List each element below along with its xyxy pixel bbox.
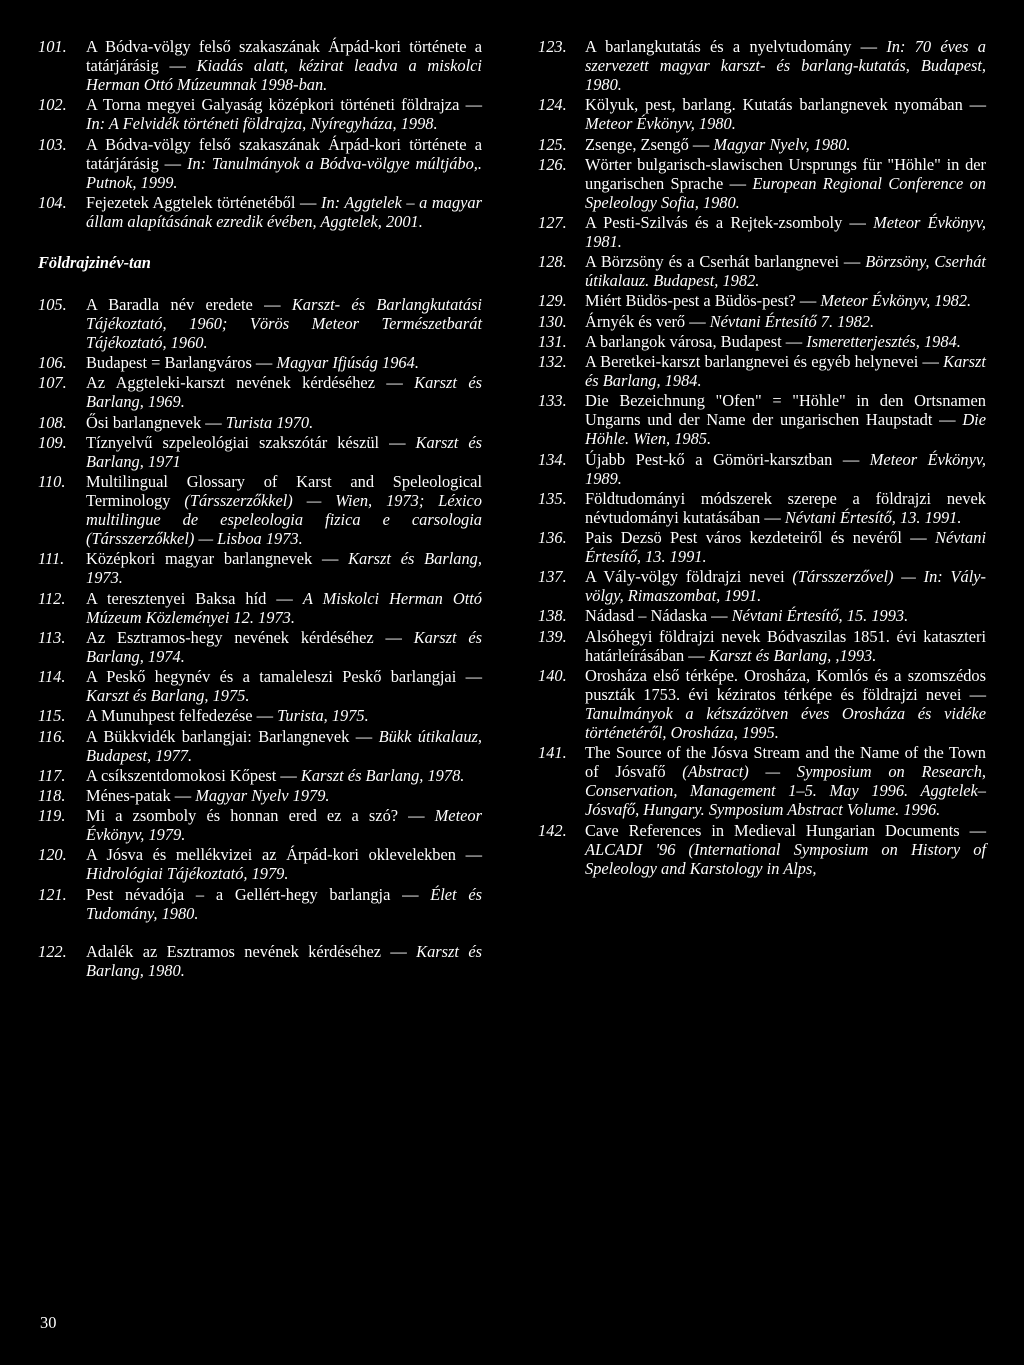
entry-number: 124. xyxy=(538,95,567,115)
entry-number: 137. xyxy=(538,567,567,587)
entry-text xyxy=(585,95,986,133)
entry-title: A Börzsöny és a Cserhát barlangnevei — xyxy=(585,252,866,272)
entry-title: Zsenge, Zsengő — xyxy=(585,134,714,154)
entry-source: Karszt és Barlang, 1984. xyxy=(585,352,986,391)
entry-number: 130. xyxy=(538,311,567,331)
entry-text xyxy=(86,295,482,352)
entry-source: In: A Felvidék történeti földrajza, Nyíregyháza, 1998. xyxy=(86,114,438,134)
entry-title: A Jósva és mellékvizei az Árpád-kori oklevelekben — xyxy=(86,845,482,865)
entry-number: 115. xyxy=(38,706,66,726)
bibliography-entry xyxy=(538,37,986,94)
bibliography-entry xyxy=(38,786,482,805)
entry-number: 106. xyxy=(38,353,67,373)
entry-text xyxy=(585,489,986,527)
entry-source: ALCADI '96 (International Symposium on History of Speleology and Karstology in Alps, xyxy=(585,839,986,878)
entry-number: 131. xyxy=(538,331,567,351)
entry-text xyxy=(86,353,482,372)
entry-title: A Beretkei-karszt barlangnevei és egyéb helynevei — xyxy=(585,352,944,372)
entry-text xyxy=(585,291,986,310)
entry-source: Karszt és Barlang, 1974. xyxy=(86,627,482,666)
entry-text xyxy=(86,193,482,231)
bibliography-entry xyxy=(538,312,986,331)
entry-source: Kiadás alatt, kézirat leadva a miskolci Herman Ottó Múzeumnak 1998-ban. xyxy=(86,56,482,95)
entry-title: A Bódva-völgy felső szakaszának Árpád-kori története a tatárjárásig — xyxy=(86,37,482,76)
entry-title: Miért Büdös-pest a Büdös-pest? — xyxy=(585,291,821,311)
entry-text xyxy=(86,845,482,883)
entry-text xyxy=(86,628,482,666)
entry-source: Névtani Értesítő, 13. 1991. xyxy=(585,528,986,567)
entry-number: 103. xyxy=(38,134,67,154)
entry-number: 139. xyxy=(538,626,567,646)
entry-title: Középkori magyar barlangnevek — xyxy=(86,549,349,569)
entry-text xyxy=(86,667,482,705)
left-entries-bottom xyxy=(38,942,482,980)
entry-text xyxy=(585,821,986,878)
entry-source: Karszt és Barlang, 1969. xyxy=(86,373,482,412)
entry-text xyxy=(86,885,482,923)
entry-source: Névtani Értesítő, 15. 1993. xyxy=(731,606,909,626)
bibliography-entry xyxy=(538,450,986,488)
entry-text xyxy=(585,627,986,665)
bibliography-entry xyxy=(538,135,986,154)
entry-source: Hidrológiai Tájékoztató, 1979. xyxy=(86,864,289,884)
entry-text xyxy=(585,606,986,625)
bibliography-entry xyxy=(38,373,482,411)
right-column xyxy=(538,37,986,879)
entry-source: Karszt és Barlang, 1971 xyxy=(86,432,482,471)
entry-number: 122. xyxy=(38,941,67,961)
entry-text xyxy=(585,135,986,154)
entry-title: Árnyék és verő — xyxy=(585,311,710,331)
entry-number: 107. xyxy=(38,373,67,393)
entry-title: Ősi barlangnevek — xyxy=(86,412,226,432)
entry-number: 128. xyxy=(538,252,567,272)
entry-text xyxy=(86,806,482,844)
entry-source: Turista 1970. xyxy=(225,412,314,432)
bibliography-entry xyxy=(38,135,482,192)
bibliography-entry xyxy=(538,252,986,290)
bibliography-entry xyxy=(538,213,986,251)
bibliography-entry xyxy=(38,628,482,666)
entry-number: 129. xyxy=(538,291,567,311)
entry-title: A Bódva-völgy felső szakaszának Árpád-kori története a tatárjárásig — xyxy=(86,134,482,173)
entry-number: 104. xyxy=(38,192,67,212)
bibliography-entry xyxy=(538,567,986,605)
entry-text xyxy=(585,213,986,251)
entry-source: Karszt és Barlang, 1978. xyxy=(300,765,465,785)
entry-text xyxy=(86,135,482,192)
entry-number: 112. xyxy=(38,588,66,608)
entry-title: Wörter bulgarisch-slawischen Ursprungs für "Höhle" in der ungarischen Sprache — xyxy=(585,154,986,193)
bibliography-entry xyxy=(538,352,986,390)
entry-title: Az Aggteleki-karszt nevének kérdéséhez — xyxy=(86,373,415,393)
entry-number: 142. xyxy=(538,820,567,840)
entry-number: 119. xyxy=(38,806,66,826)
entry-title: Az Esztramos-hegy nevének kérdéséhez — xyxy=(86,627,414,647)
bibliography-entry xyxy=(38,845,482,883)
entry-title: A Baradla név eredete — xyxy=(86,294,292,314)
entry-text xyxy=(585,528,986,566)
bibliography-entry xyxy=(38,295,482,352)
entry-title: The Source of the Jósva Stream and the Name of the Town of Jósvafő xyxy=(585,743,986,782)
bibliography-entry xyxy=(38,885,482,923)
bibliography-entry xyxy=(538,391,986,448)
entry-source: Karszt és Barlang, 1975. xyxy=(86,686,250,706)
bibliography-entry xyxy=(538,291,986,310)
entry-title: A barlangkutatás és a nyelvtudomány — xyxy=(585,37,887,56)
entry-title: A Bükkvidék barlangjai: Barlangnevek — xyxy=(86,726,379,746)
entry-text xyxy=(585,391,986,448)
entry-source: Meteor Évkönyv, 1989. xyxy=(585,449,987,488)
entry-number: 123. xyxy=(538,37,567,56)
bibliography-entry xyxy=(38,806,482,844)
entry-text xyxy=(585,666,986,742)
entry-source: Magyar Ifjúság 1964. xyxy=(276,353,419,373)
entry-source: Névtani Értesítő 7. 1982. xyxy=(709,311,875,331)
bibliography-entry xyxy=(38,95,482,133)
entry-text xyxy=(86,95,482,133)
entry-text xyxy=(585,450,986,488)
left-entries-main xyxy=(38,295,482,923)
entry-text xyxy=(585,155,986,212)
entry-text xyxy=(585,567,986,605)
entry-number: 134. xyxy=(538,449,567,469)
entry-number: 111. xyxy=(38,549,65,569)
entry-title: Pais Dezsö Pest város kezdeteiről és nevéről — xyxy=(585,528,936,547)
page-number: 30 xyxy=(40,1313,57,1332)
entry-text xyxy=(86,549,482,587)
entry-title: Nádasd – Nádaska — xyxy=(585,606,732,626)
entry-number: 116. xyxy=(38,726,66,746)
entry-source: (Társszerzővel) — In: Vály-völgy, Rimaszombat, 1991. xyxy=(585,567,987,606)
entry-title: Újabb Pest-kő a Gömöri-karsztban — xyxy=(585,449,870,469)
entry-title: Cave References in Medieval Hungarian Documents — xyxy=(585,820,986,840)
entry-source: Börzsöny, Cserhát útikalauz. Budapest, 1982. xyxy=(585,252,986,291)
bibliography-entry xyxy=(38,353,482,372)
entry-number: 127. xyxy=(538,212,567,232)
entry-text xyxy=(86,727,482,765)
entry-title: A Munuhpest felfedezése — xyxy=(86,706,278,726)
section-heading: Földrajzinév-tan xyxy=(38,252,151,272)
entry-number: 110. xyxy=(38,472,66,492)
entry-title: Kölyuk, pest, barlang. Kutatás barlangnevek nyomában — xyxy=(585,95,986,115)
entry-number: 125. xyxy=(538,134,567,154)
bibliography-entry xyxy=(38,942,482,980)
entry-title: A Torna megyei Galyaság középkori történeti földrajza — xyxy=(86,95,482,115)
entry-source: Magyar Nyelv 1979. xyxy=(195,785,330,805)
entry-title: A Pesti-Szilvás és a Rejtek-zsomboly — xyxy=(585,212,874,232)
bibliography-entry xyxy=(38,413,482,432)
entry-number: 102. xyxy=(38,95,67,115)
right-entries xyxy=(538,37,986,878)
entry-source: In: 70 éves a szervezett magyar karszt- és barlang-kutatás, Budapest, 1980. xyxy=(585,37,986,95)
bibliography-entry xyxy=(538,489,986,527)
entry-text xyxy=(86,37,482,94)
entry-title: Multilingual Glossary of Karst and Speleological Terminology xyxy=(86,472,482,511)
bibliography-entry xyxy=(38,766,482,785)
entry-title: A teresztenyei Baksa híd — xyxy=(86,588,303,608)
entry-source: Karszt és Barlang, ,1993. xyxy=(708,645,877,665)
entry-source: Meteor Évkönyv, 1980. xyxy=(585,114,736,134)
entry-source: Magyar Nyelv, 1980. xyxy=(713,134,851,154)
entry-number: 141. xyxy=(538,743,567,763)
bibliography-entry xyxy=(538,606,986,625)
entry-source: Meteor Évkönyv, 1982. xyxy=(820,291,972,311)
entry-title: Alsóhegyi földrajzi nevek Bódvaszilas 1851. évi kataszteri határleírásában — xyxy=(585,626,986,665)
entry-number: 118. xyxy=(38,785,66,805)
entry-text xyxy=(86,373,482,411)
entry-text xyxy=(585,252,986,290)
entry-source: Ismeretterjesztés, 1984. xyxy=(806,331,961,351)
entry-text xyxy=(86,472,482,548)
entry-gap xyxy=(38,924,482,942)
entry-title: Mi a zsomboly és honnan ered ez a szó? — xyxy=(86,806,435,826)
entry-number: 114. xyxy=(38,667,66,687)
entry-text xyxy=(585,743,986,819)
bibliography-entry xyxy=(538,743,986,819)
entry-number: 126. xyxy=(538,154,567,174)
entry-source: (Társszerzőkkel) — Wien, 1973; Léxico multilingue de espeleologia fizica e carsologia (Társszerzőkkel) — Lisboa 1973. xyxy=(86,491,482,549)
entry-number: 101. xyxy=(38,37,67,56)
entry-text xyxy=(86,413,482,432)
bibliography-entry xyxy=(38,589,482,627)
entry-number: 113. xyxy=(38,627,66,647)
entry-title: Tíznyelvű szpeleológiai szakszótár készül — xyxy=(86,432,416,452)
entry-number: 121. xyxy=(38,884,67,904)
entry-number: 136. xyxy=(538,528,567,547)
entry-number: 132. xyxy=(538,352,567,372)
entry-number: 120. xyxy=(38,845,67,865)
entry-number: 140. xyxy=(538,665,567,685)
entry-text xyxy=(585,37,986,94)
entry-number: 133. xyxy=(538,391,567,411)
entry-source: Karszt- és Barlangkutatási Tájékoztató, 1960; Vörös Meteor Természetbarát Tájékoztató, 1960. xyxy=(86,294,482,353)
entry-number: 117. xyxy=(38,765,66,785)
bibliography-entry xyxy=(538,821,986,878)
entry-source: European Regional Conference on Speleology Sofia, 1980. xyxy=(585,173,986,212)
bibliography-entry xyxy=(538,666,986,742)
bibliography-entry xyxy=(38,37,482,94)
bibliography-entry xyxy=(38,706,482,725)
bibliography-entry xyxy=(38,433,482,471)
bibliography-entry xyxy=(538,528,986,566)
bibliography-entry xyxy=(38,667,482,705)
entry-text xyxy=(585,352,986,390)
entry-source: Karszt és Barlang, 1973. xyxy=(86,549,482,588)
entry-text xyxy=(86,706,482,725)
bibliography-entry xyxy=(538,627,986,665)
entry-source: Die Höhle. Wien, 1985. xyxy=(585,410,986,449)
entry-title: A barlangok városa, Budapest — xyxy=(585,331,807,351)
entry-title: Fejezetek Aggtelek történetéből — xyxy=(86,192,322,212)
entry-title: Budapest = Barlangváros — xyxy=(86,353,277,373)
left-entries-top xyxy=(38,37,482,231)
entry-number: 135. xyxy=(538,488,567,508)
entry-source: Tanulmányok a kétszázötven éves Orosháza és vidéke történetéről, Orosháza, 1995. xyxy=(585,703,986,743)
bibliography-entry xyxy=(38,549,482,587)
entry-source: (Abstract) — Symposium on Research, Conservation, Management 1–5. May 1996. Aggtelek–Jósvafő, Hungary. Symposium Abstract Volume. 1996. xyxy=(585,762,986,820)
entry-text xyxy=(585,312,986,331)
bibliography-entry xyxy=(538,332,986,351)
bibliography-entry xyxy=(38,727,482,765)
entry-title: Orosháza első térképe. Orosháza, Komlós és a szomszédos puszták 1753. évi kéziratos térképe és földrajzi nevei — xyxy=(585,665,986,704)
bibliography-entry xyxy=(538,95,986,133)
entry-text xyxy=(86,589,482,627)
bibliography-entry xyxy=(538,155,986,212)
entry-number: 105. xyxy=(38,294,67,314)
entry-source: Turista, 1975. xyxy=(277,706,369,726)
entry-source: Névtani Értesítő, 13. 1991. xyxy=(784,507,962,527)
entry-number: 109. xyxy=(38,432,67,452)
entry-title: A Vály-völgy földrajzi nevei xyxy=(585,567,793,587)
entry-title: A csíkszentdomokosi Kőpest — xyxy=(86,765,301,785)
entry-source: Bükk útikalauz, Budapest, 1977. xyxy=(86,726,482,765)
bibliography-entry xyxy=(38,472,482,548)
entry-text xyxy=(86,766,482,785)
entry-source: Élet és Tudomány, 1980. xyxy=(86,884,482,923)
entry-number: 138. xyxy=(538,606,567,626)
entry-title: A Peskő hegynév és a tamaleleszi Peskő barlangjai — xyxy=(86,667,482,687)
left-column xyxy=(38,37,482,981)
entry-source: In: Tanulmányok a Bódva-völgye múltjábo,. Putnok, 1999. xyxy=(86,153,482,192)
entry-text xyxy=(86,786,482,805)
entry-title: Pest névadója – a Gellért-hegy barlangja — xyxy=(86,884,431,904)
entry-source: Meteor Évkönyv, 1979. xyxy=(86,806,482,845)
entry-title: Die Bezeichnung "Ofen" = "Höhle" in den Ortsnamen Ungarns und der Name der ungarischen Haupstadt — xyxy=(585,391,986,430)
entry-text xyxy=(585,332,986,351)
entry-source: In: Aggtelek – a magyar állam alapításának ezredik évében, Aggtelek, 2001. xyxy=(86,192,483,231)
entry-source: A Miskolci Herman Ottó Múzeum Közleményei 12. 1973. xyxy=(86,588,483,627)
entry-title: Adalék az Esztramos nevének kérdéséhez — xyxy=(86,941,417,961)
entry-source: Karszt és Barlang, 1980. xyxy=(86,941,482,980)
entry-text xyxy=(86,433,482,471)
entry-source: Meteor Évkönyv, 1981. xyxy=(585,212,986,252)
entry-text xyxy=(86,942,482,980)
entry-title: Ménes-patak — xyxy=(86,785,196,805)
entry-number: 108. xyxy=(38,412,67,432)
bibliography-entry xyxy=(38,193,482,231)
entry-title: Földtudományi módszerek szerepe a földrajzi nevek névtudományi kutatásában — xyxy=(585,488,986,527)
